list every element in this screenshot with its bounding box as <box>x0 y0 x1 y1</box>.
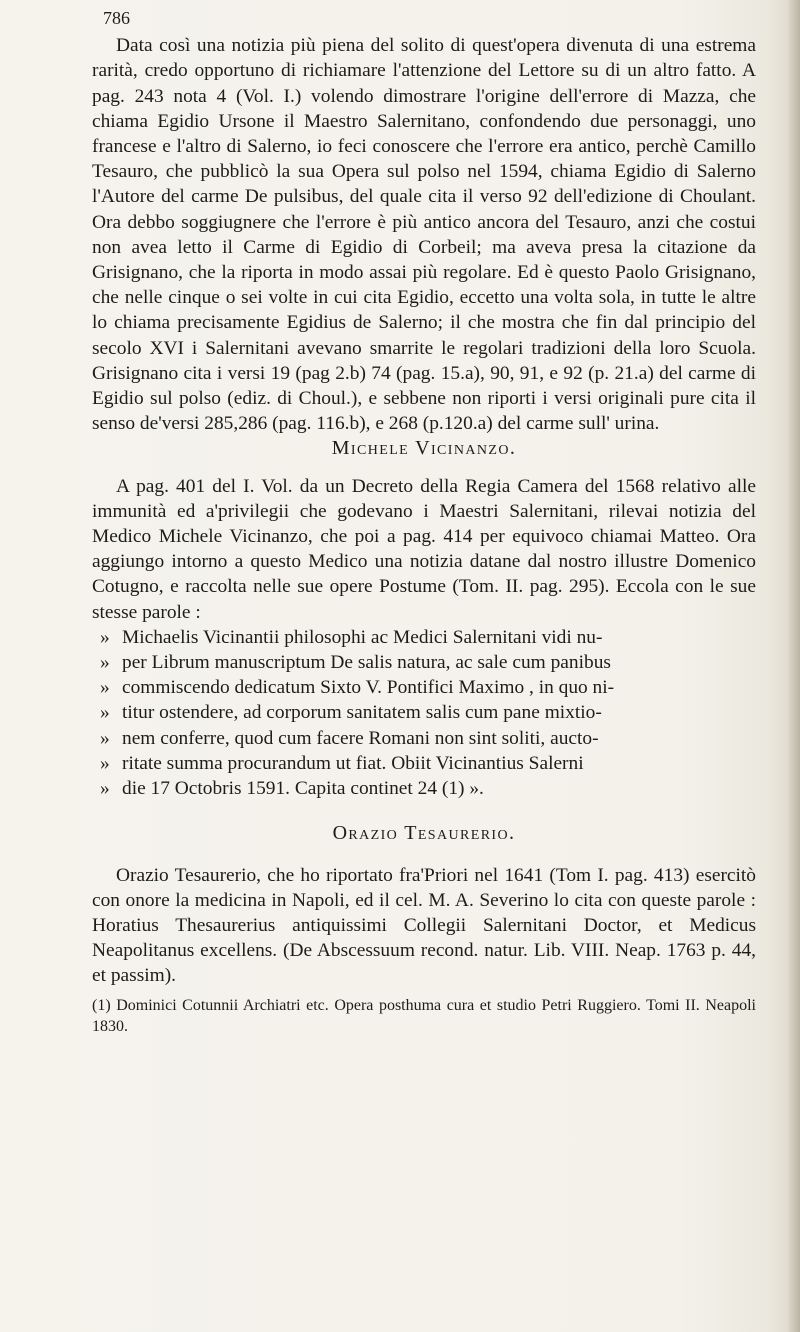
paragraph-tesaurerio: Orazio Tesaurerio, che ho riportato fra'Priori nel 1641 (Tom I. pag. 413) esercitò con onore la medicina in Napoli, ed il cel. M. A. Severino lo cita con queste parole : Horatius Thesaurerius antiquissimi Collegii Salernitani Doctor, et Medicus Neapolitanus excellens. (De Abscessuum recond. natur. Lib. VIII. Neap. 1763 p. 44, et passim). <box>92 864 756 987</box>
text-block <box>92 6 756 1037</box>
page-edge-shadow <box>786 0 800 1332</box>
signature-michele-vicinanzo: Michele Vicinanzo. <box>331 437 517 460</box>
latin-quotation <box>92 625 756 801</box>
page-number: 786 <box>103 8 130 28</box>
signature-orazio-tesaurerio: Orazio Tesaurerio. <box>332 822 516 845</box>
quote-line: » die 17 Octobris 1591. Capita continet 24 (1) ». <box>100 778 484 800</box>
quote-line: » ritate summa procurandum ut fiat. Obiit Vicinantius Salerni <box>100 752 584 774</box>
quote-line: » commiscendo dedicatum Sixto V. Pontifici Maximo , in quo ni- <box>100 677 615 699</box>
footnote: (1) Dominici Cotunnii Archiatri etc. Opera posthuma cura et studio Petri Ruggiero. Tomi II. Neapoli 1830. <box>92 996 756 1035</box>
quote-line: » per Librum manuscriptum De salis natura, ac sale cum panibus <box>100 652 611 674</box>
paragraph-grisignano: Data così una notizia più piena del solito di quest'opera divenuta di una estrema rarità, credo opportuno di richiamare l'attenzione del Lettore su di un altro fatto. A pag. 243 nota 4 (Vol. I.) volendo dimostrare l'origine dell'errore di Mazza, che chiama Egidio Ursone il Maestro Salernitano, confondendo due personaggi, uno francese e l'altro di Salerno, io feci conoscere che l'errore era antico, perchè Camillo Tesauro, che pubblicò la sua Opera sul polso nel 1594, chiama Egidio di Salerno l'Autore del carme De pulsibus, del quale cita il verso 92 dell'edizione di Choulant. Ora debbo soggiugnere che l'errore è più antico ancora del Tesauro, anzi che costui non avea letto il Carme di Egidio di Corbeil; ma aveva presa la citazione da Grisignano, che la riporta in modo assai più regolare. Ed è questo Paolo Grisignano, che nelle cinque o sei volte in cui cita Egidio, eccetto una volta sola, in tutte le altre lo chiama precisamente Egidius de Salerno; il che mostra che fin dal principio del secolo XVI i Salernitani avevano smarrite le regolari tradizioni della loro Scuola. Grisignano cita i versi 19 (pag 2.b) 74 (pag. 15.a), 90, 91, e 92 (p. 21.a) del carme di Egidio sul polso (ediz. di Choul.), e sebbene non riporti i versi originali pure cita il senso de'versi 285,286 (pag. 116.b), e 268 (p.120.a) del carme sull' urina. <box>92 35 756 435</box>
quote-line: » titur ostendere, ad corporum sanitatem salis cum pane mixtio- <box>100 702 602 724</box>
paragraph-vicinanzo: A pag. 401 del I. Vol. da un Decreto della Regia Camera del 1568 relativo alle immunità ed a'privilegii che godevano i Maestri Salernitani, rilevai notizia del Medico Michele Vicinanzo, che poi a pag. 414 per equivoco chiamai Matteo. Ora aggiungo intorno a questo Medico una notizia datane dal nostro illustre Domenico Cotugno, e raccolta nelle sue opere Postume (Tom. II. pag. 295). Eccola con le sue stesse parole : <box>92 475 756 623</box>
quote-line: » Michaelis Vicinantii philosophi ac Medici Salernitani vidi nu- <box>100 626 603 648</box>
quote-line: » nem conferre, quod cum facere Romani non sint soliti, aucto- <box>100 727 599 749</box>
